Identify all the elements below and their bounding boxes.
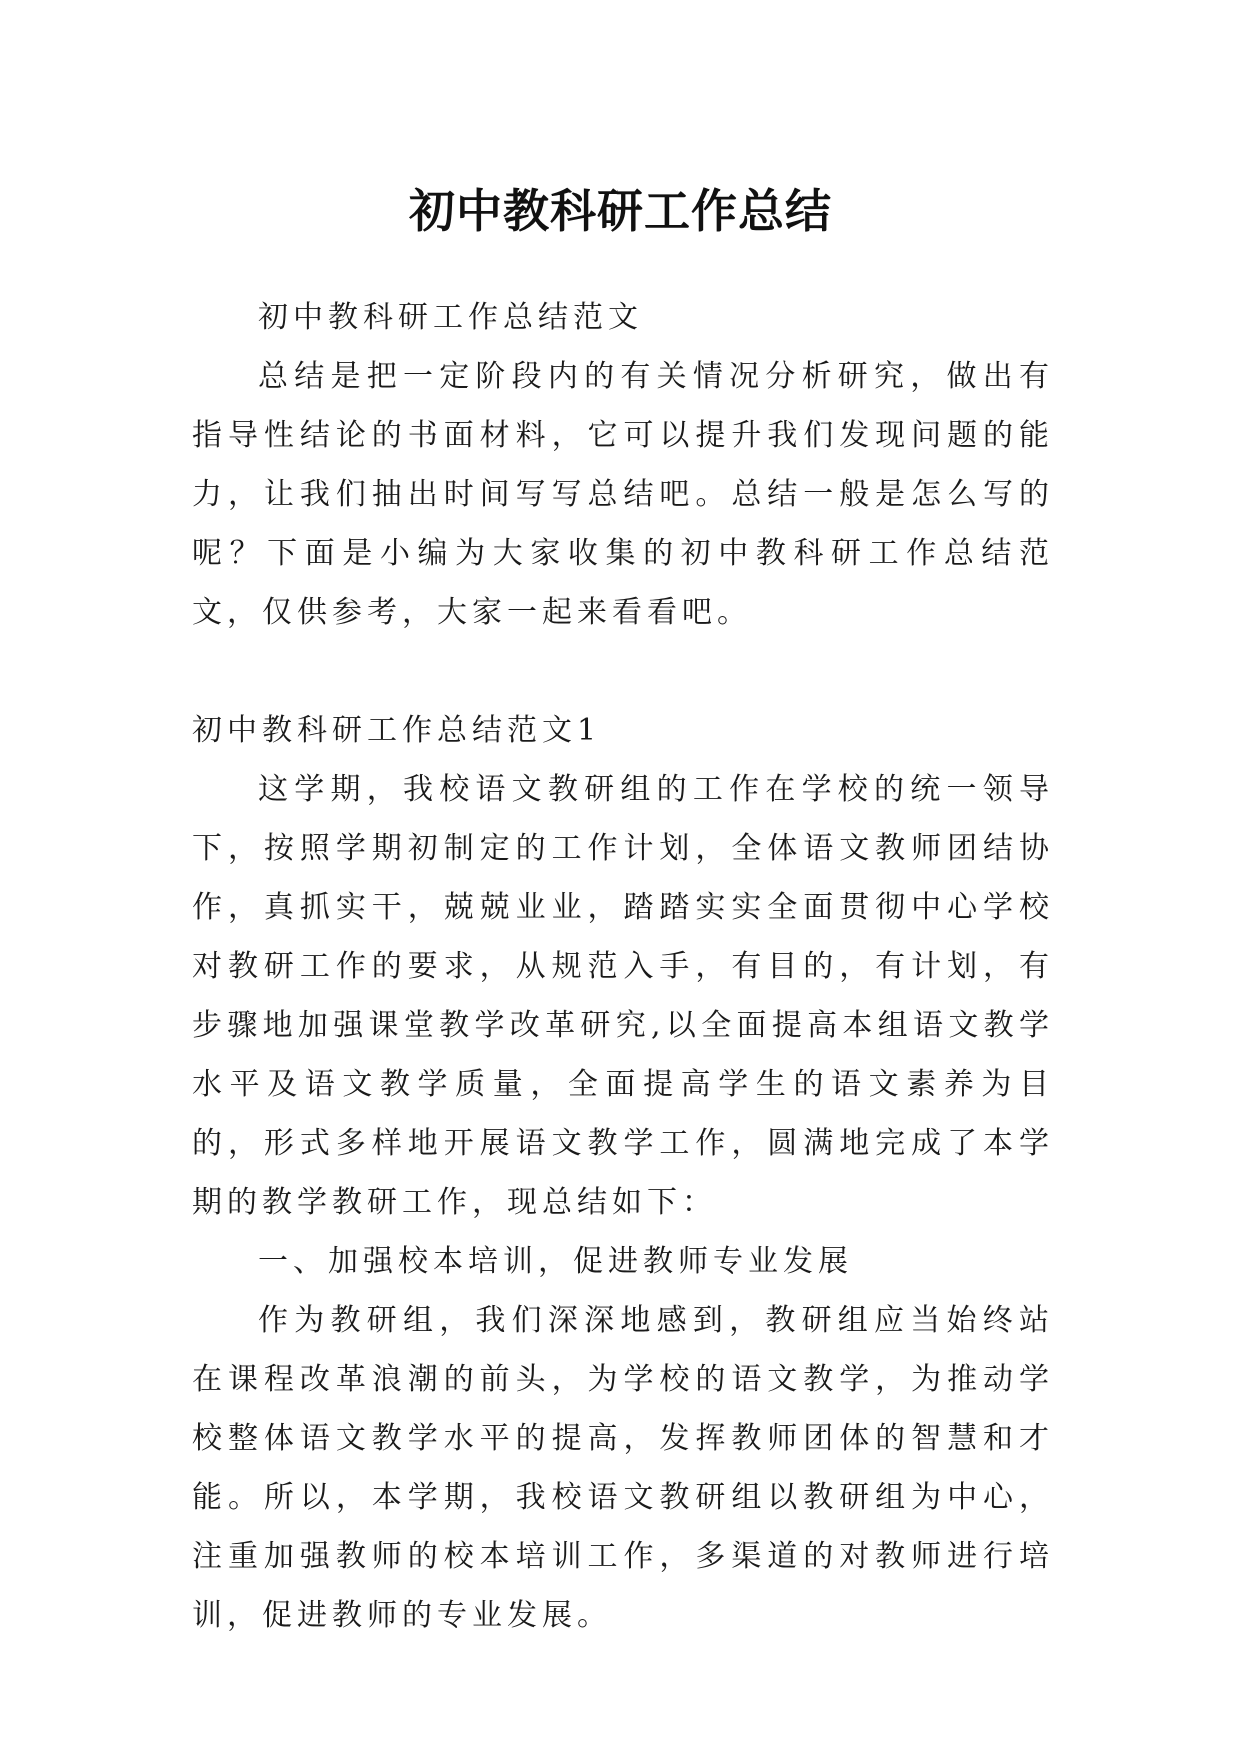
body-paragraph-2: 作为教研组，我们深深地感到，教研组应当始终站在课程改革浪潮的前头，为学校的语文教学，为推动学校整体语文教学水平的提高，发挥教师团体的智慧和才能。所以，本学期，我校语文教研组以教研组为中心，注重加强教师的校本培训工作，多渠道的对教师进行培训，促进教师的专业发展。 bbox=[192, 1303, 1054, 1633]
body-paragraph-1: 这学期，我校语文教研组的工作在学校的统一领导下，按照学期初制定的工作计划，全体语文教师团结协作，真抓实干，兢兢业业，踏踏实实全面贯彻中心学校对教研工作的要求，从规范入手，有目的，有计划，有步骤地加强课堂教学改革研究,以全面提高本组语文教学水平及语文教学质量，全面提高学生的语文素养为目的，形式多样地开展语文教学工作，圆满地完成了本学期的教学教研工作，现总结如下： bbox=[192, 772, 1054, 1220]
subtitle-paragraph: 初中教科研工作总结范文 bbox=[258, 300, 643, 335]
document-body bbox=[192, 288, 1054, 1645]
document-title: 初中教科研工作总结 bbox=[409, 183, 832, 238]
subsection-heading: 一、加强校本培训，促进教师专业发展 bbox=[258, 1244, 853, 1279]
section-heading: 初中教科研工作总结范文1 bbox=[192, 713, 602, 748]
intro-paragraph: 总结是把一定阶段内的有关情况分析研究，做出有指导性结论的书面材料，它可以提升我们发现问题的能力，让我们抽出时间写写总结吧。总结一般是怎么写的呢？下面是小编为大家收集的初中教科研工作总结范文，仅供参考，大家一起来看看吧。 bbox=[192, 359, 1054, 630]
